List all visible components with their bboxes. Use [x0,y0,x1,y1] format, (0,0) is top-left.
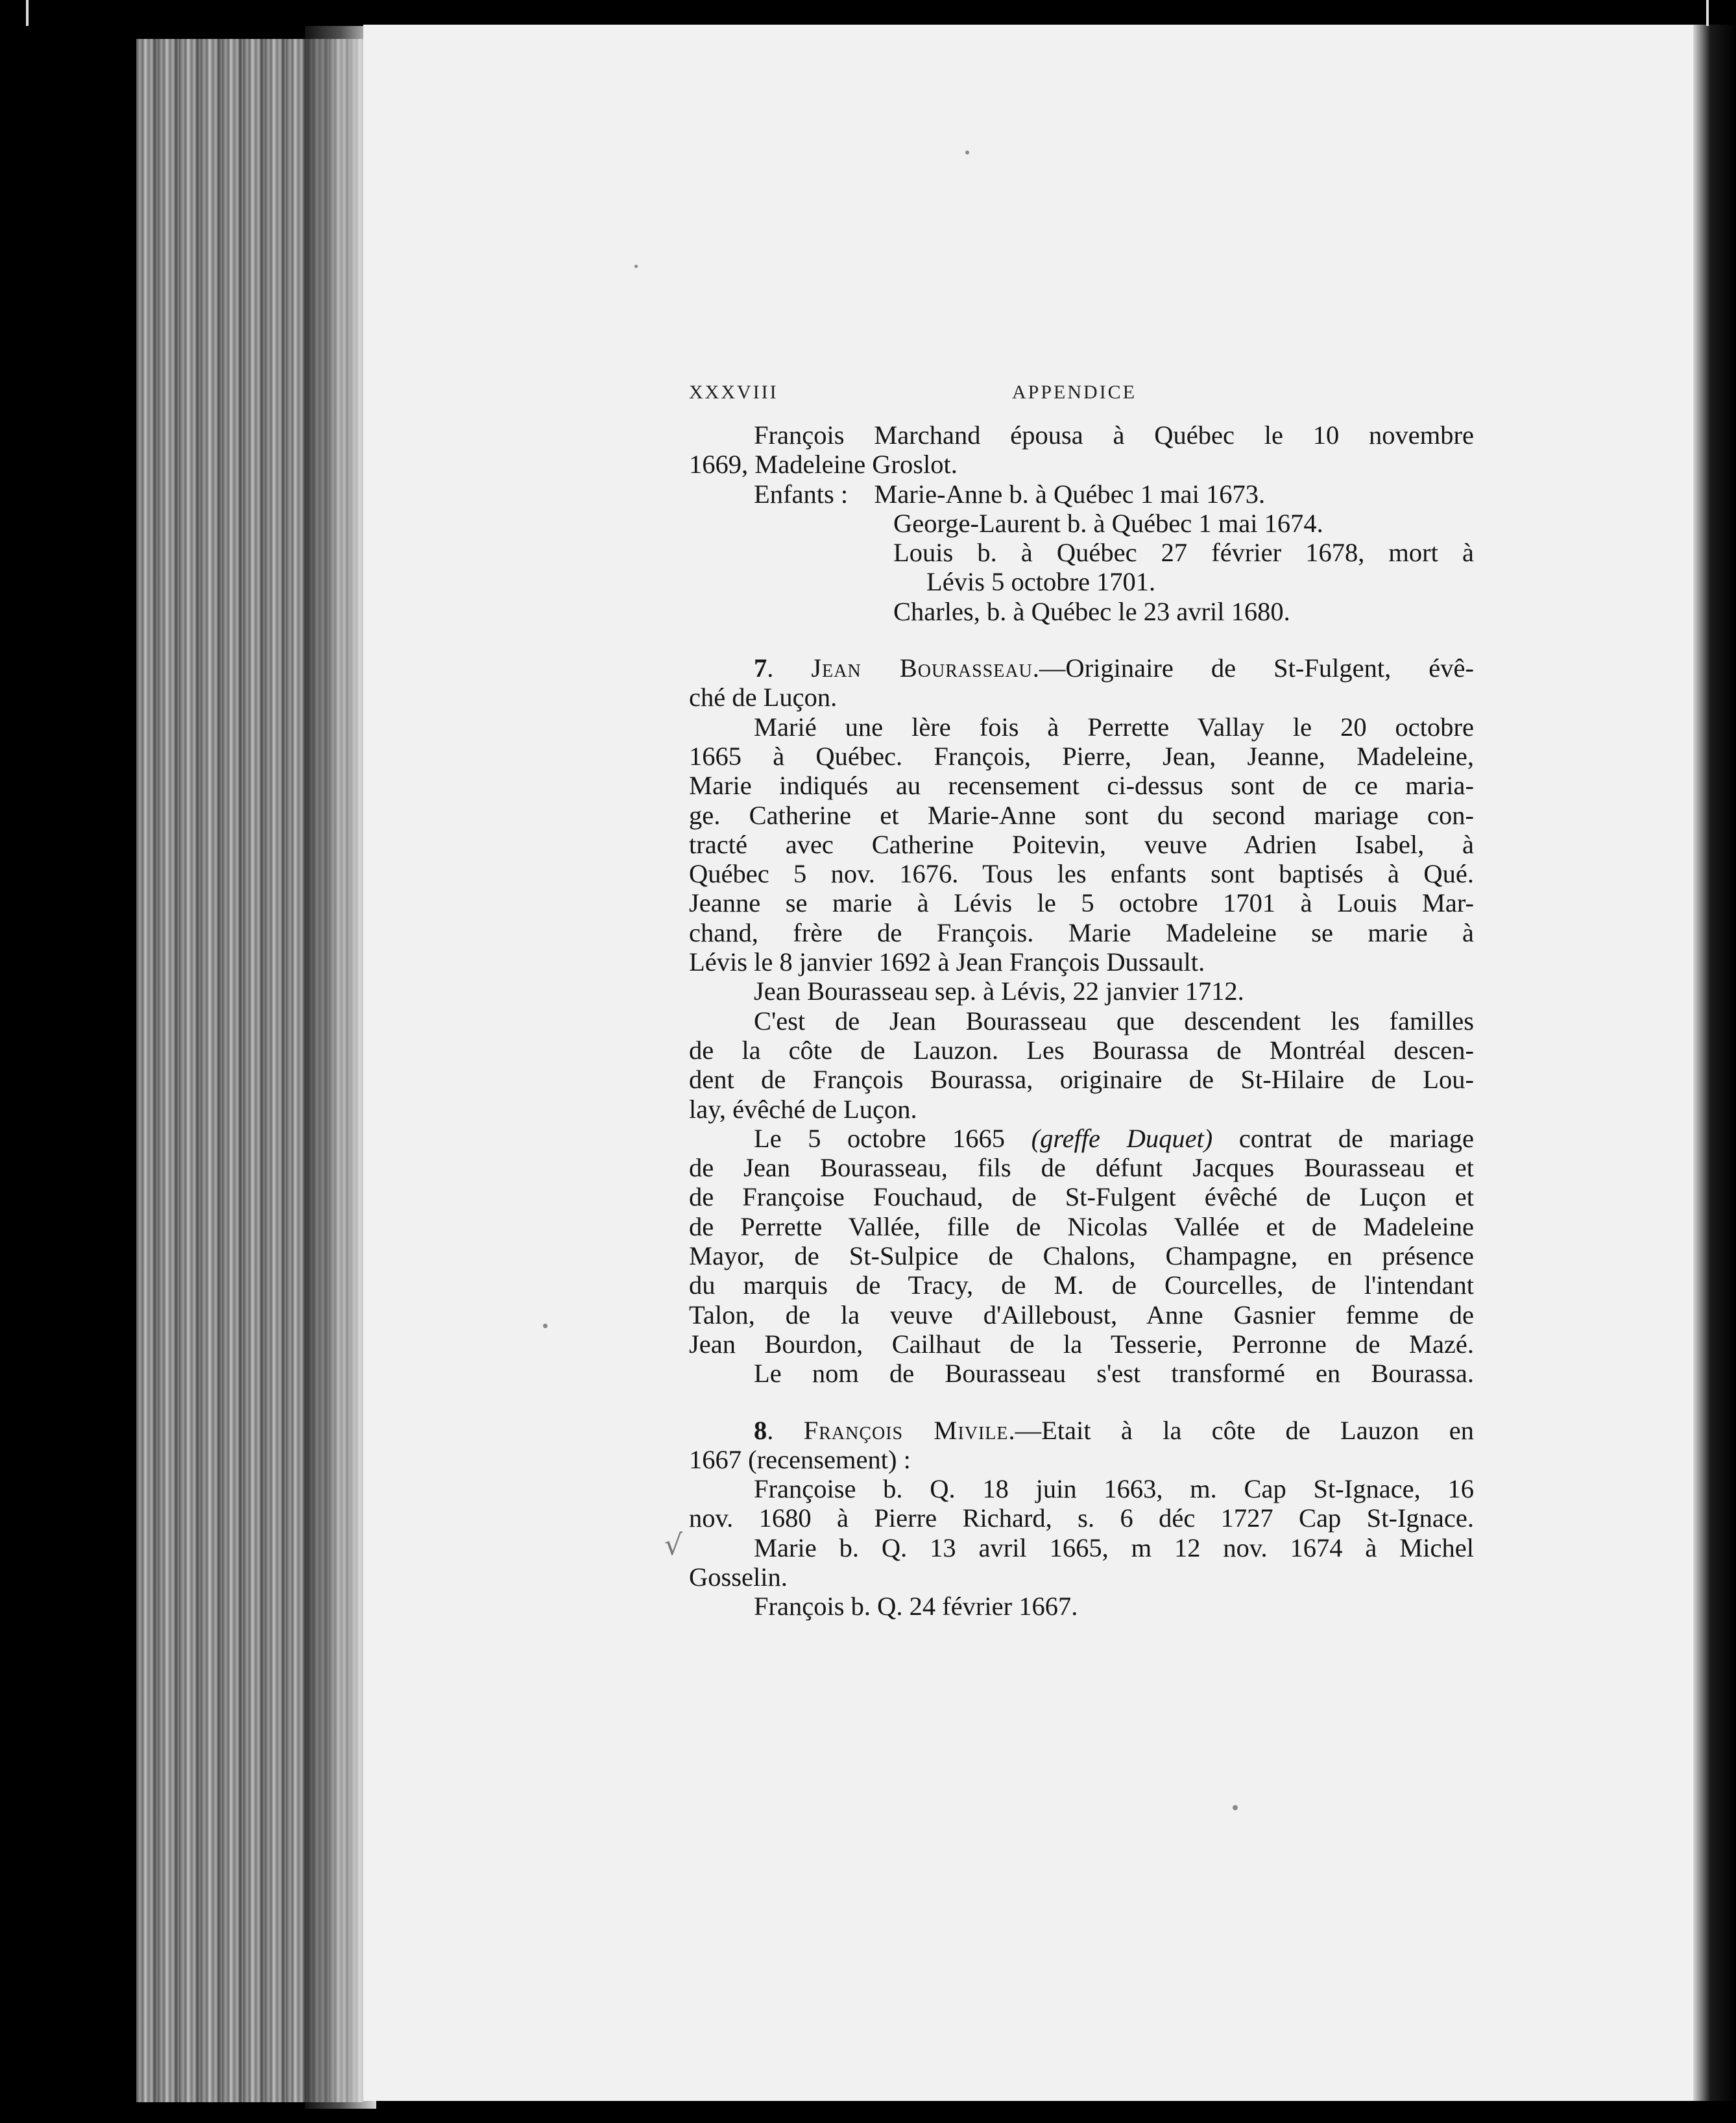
page-number: XXXVIII [689,382,778,403]
section-name: Jean Bourasseau [811,653,1033,683]
text-line: François Marchand épousa à Québec le 10 novembre [754,420,1474,450]
text-line: de la côte de Lauzon. Les Bourassa de Montréal descen- [689,1035,1474,1065]
speck [1233,1805,1238,1810]
children-list-first [689,479,1474,509]
section-intro: .—Originaire de St-Fulgent, évê- [1032,653,1474,683]
crop-mark-top-left [26,0,29,26]
text-line: lay, évêché de Luçon. [689,1094,917,1124]
section-number: 8 [754,1415,767,1445]
text-line: tracté avec Catherine Poitevin, veuve Adrien Isabel, à [689,829,1474,859]
section-heading: 7. Jean Bourasseau.—Originaire de St-Fulgent, évê- [754,653,1474,683]
text-line: François b. Q. 24 février 1667. [754,1592,1078,1621]
text-line: ché de Luçon. [689,683,838,712]
text-line: Québec 5 nov. 1676. Tous les enfants sont baptisés à Qué. [689,859,1474,889]
text-line: Mayor, de St-Sulpice de Chalons, Champagne, en présence [689,1241,1474,1271]
text-line: de Perrette Vallée, fille de Nicolas Vallée et de Madeleine [689,1211,1474,1241]
section-8 [689,1416,1474,1621]
section-7 [689,653,1474,1388]
text-line: Marie indiqués au recensement ci-dessus sont de ce maria- [689,771,1474,801]
section-name: François Mivile [803,1415,1009,1445]
text-line: Françoise b. Q. 18 juin 1663, m. Cap St-Ignace, 16 [754,1474,1474,1504]
contract-date: Le 5 octobre 1665 [754,1123,1031,1153]
text-line: Talon, de la veuve d'Ailleboust, Anne Gasnier femme de [689,1300,1474,1329]
speck [543,1324,548,1328]
speck [965,151,969,154]
section-heading: 8. François Mivile.—Etait à la côte de Lauzon en [754,1415,1474,1445]
children-label: Enfants : [754,479,849,509]
text-line: du marquis de Tracy, de M. de Courcelles, de l'intendant [689,1270,1474,1300]
text-line: Jeanne se marie à Lévis le 5 octobre 1701 à Louis Mar- [689,888,1474,918]
section-6-tail [689,420,1474,626]
text-line: Gosselin. [689,1562,788,1592]
text-line: 1665 à Québec. François, Pierre, Jean, Jeanne, Madeleine, [689,741,1474,771]
contract-line [689,1124,1474,1153]
text-line: C'est de Jean Bourasseau que descendent les familles [754,1006,1474,1036]
text-line: Jean Bourdon, Cailhaut de la Tesserie, Perronne de Mazé. [689,1329,1474,1359]
child-entry: Marie-Anne b. à Québec 1 mai 1673. [874,479,1266,509]
text-line: dent de François Bourassa, originaire de St-Hilaire de Lou- [689,1065,1474,1095]
text-line: Lévis le 8 janvier 1692 à Jean François Dussault. [689,947,1205,977]
text-line: chand, frère de François. Marie Madeleine se marie à [689,917,1474,947]
child-entry: George-Laurent b. à Québec 1 mai 1674. [893,508,1323,538]
crop-mark-top-right [1706,0,1709,26]
text-line: Le nom de Bourasseau s'est transformé en Bourassa. [754,1359,1474,1389]
section-number: 7 [754,653,767,683]
greffe-reference: (greffe Duquet) [1031,1123,1213,1153]
text-line: de Jean Bourasseau, fils de défunt Jacques Bourasseau et [689,1153,1474,1183]
contract-text: contrat de mariage [1212,1123,1475,1153]
text-line: 1669, Madeleine Groslot. [689,450,958,479]
page-text [689,382,1474,1621]
text-line: Marié une lère fois à Perrette Vallay le 20 octobre [754,712,1474,742]
child-entry: Charles, b. à Québec le 23 avril 1680. [893,596,1290,626]
running-title: APPENDICE [1012,382,1137,403]
section-intro: .—Etait à la côte de Lauzon en [1008,1415,1474,1445]
child-entry: Louis b. à Québec 27 février 1678, mort à [893,538,1474,568]
text-line: Marie b. Q. 13 avril 1665, m 12 nov. 1674 à Michel [754,1533,1474,1562]
text-line: nov. 1680 à Pierre Richard, s. 6 déc 1727 Cap St-Ignace. [689,1503,1474,1533]
running-head [689,382,1474,420]
speck [634,265,638,268]
page-right-edge [1693,25,1736,2101]
text-line: de Françoise Fouchaud, de St-Fulgent évêché de Luçon et [689,1182,1474,1212]
text-line: ge. Catherine et Marie-Anne sont du second mariage con- [689,800,1474,830]
margin-check-mark: √ [664,1529,683,1562]
child-entry: Lévis 5 octobre 1701. [926,567,1156,597]
text-line: Jean Bourasseau sep. à Lévis, 22 janvier 1712. [754,977,1244,1006]
text-line: 1667 (recensement) : [689,1444,911,1474]
